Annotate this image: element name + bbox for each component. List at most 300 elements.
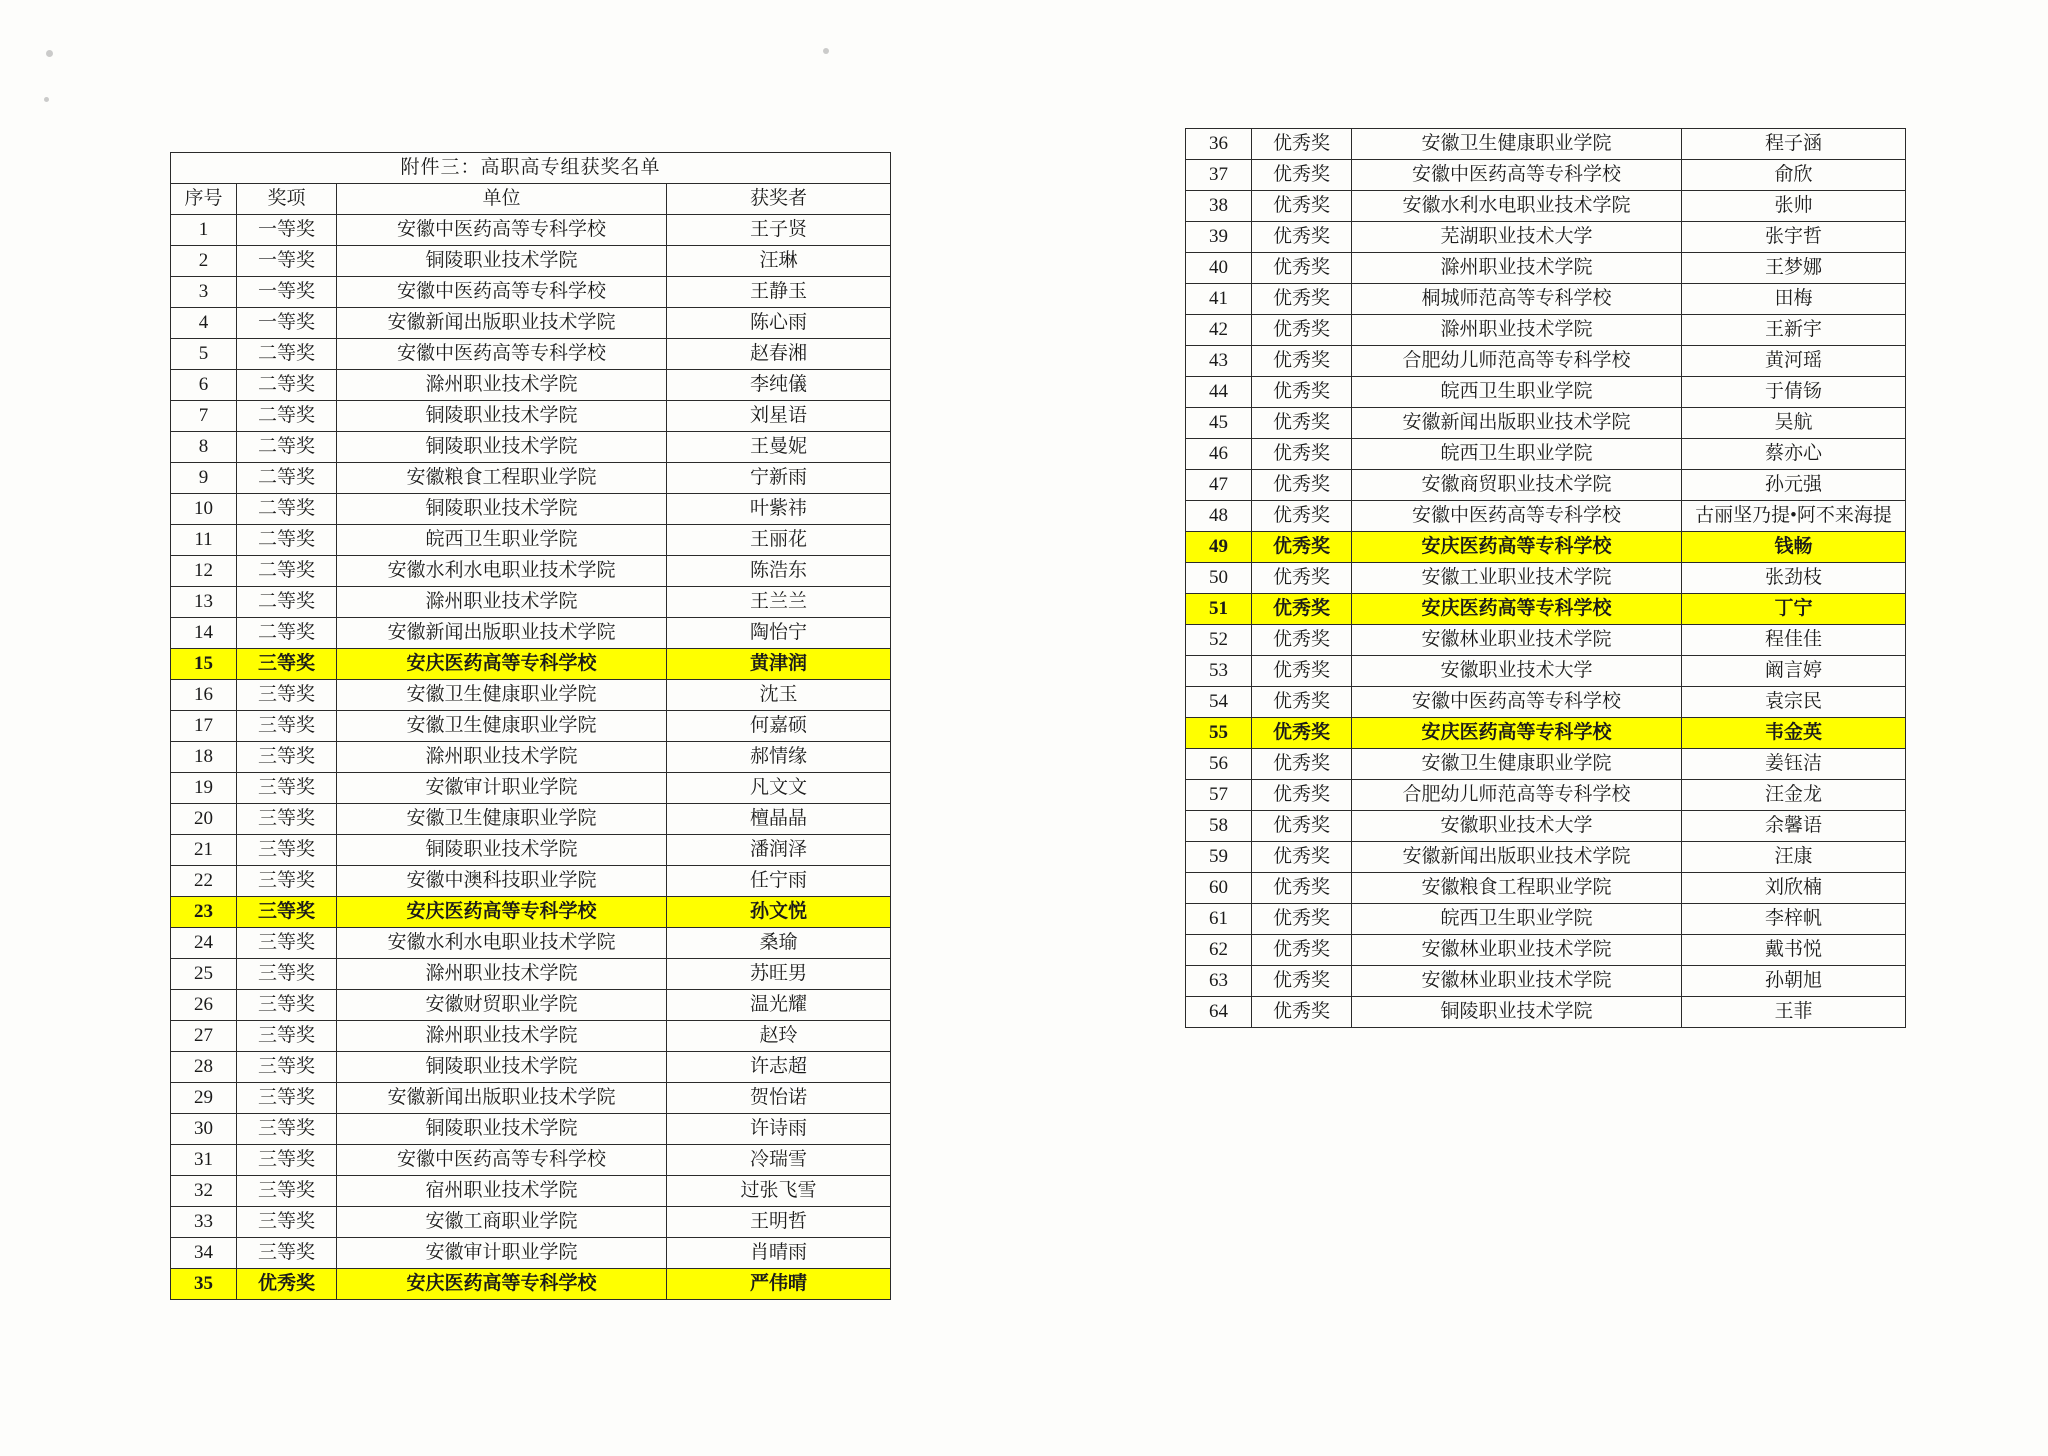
cell-winner-name: 田梅 bbox=[1682, 284, 1906, 315]
cell-prize: 三等奖 bbox=[237, 1176, 337, 1207]
cell-serial-number: 34 bbox=[171, 1238, 237, 1269]
cell-serial-number: 31 bbox=[171, 1145, 237, 1176]
cell-prize: 三等奖 bbox=[237, 1207, 337, 1238]
table-row bbox=[1186, 718, 1906, 749]
cell-winner-name: 李梓帆 bbox=[1682, 904, 1906, 935]
cell-winner-name: 沈玉 bbox=[667, 680, 891, 711]
cell-unit: 桐城师范高等专科学校 bbox=[1352, 284, 1682, 315]
cell-prize: 三等奖 bbox=[237, 928, 337, 959]
cell-unit: 安庆医药高等专科学校 bbox=[337, 649, 667, 680]
cell-prize: 三等奖 bbox=[237, 680, 337, 711]
cell-unit: 皖西卫生职业学院 bbox=[1352, 904, 1682, 935]
cell-unit: 铜陵职业技术学院 bbox=[337, 432, 667, 463]
table-row bbox=[1186, 129, 1906, 160]
cell-serial-number: 43 bbox=[1186, 346, 1252, 377]
cell-winner-name: 潘润泽 bbox=[667, 835, 891, 866]
cell-winner-name: 冷瑞雪 bbox=[667, 1145, 891, 1176]
cell-unit: 合肥幼儿师范高等专科学校 bbox=[1352, 346, 1682, 377]
cell-unit: 铜陵职业技术学院 bbox=[337, 246, 667, 277]
cell-unit: 安徽中医药高等专科学校 bbox=[337, 339, 667, 370]
table-row bbox=[1186, 873, 1906, 904]
cell-winner-name: 王菲 bbox=[1682, 997, 1906, 1028]
cell-unit: 安徽卫生健康职业学院 bbox=[337, 804, 667, 835]
cell-serial-number: 2 bbox=[171, 246, 237, 277]
cell-unit: 安徽新闻出版职业技术学院 bbox=[337, 1083, 667, 1114]
table-row bbox=[171, 1269, 891, 1300]
table-row bbox=[1186, 408, 1906, 439]
cell-prize: 二等奖 bbox=[237, 494, 337, 525]
column-header-unit: 单位 bbox=[337, 184, 667, 215]
cell-serial-number: 20 bbox=[171, 804, 237, 835]
table-row bbox=[1186, 346, 1906, 377]
cell-serial-number: 6 bbox=[171, 370, 237, 401]
awards-table-left bbox=[170, 152, 891, 1300]
cell-prize: 优秀奖 bbox=[1252, 687, 1352, 718]
cell-prize: 优秀奖 bbox=[1252, 129, 1352, 160]
cell-prize: 优秀奖 bbox=[1252, 377, 1352, 408]
cell-prize: 三等奖 bbox=[237, 835, 337, 866]
cell-unit: 安徽工业职业技术学院 bbox=[1352, 563, 1682, 594]
cell-unit: 滁州职业技术学院 bbox=[337, 1021, 667, 1052]
cell-serial-number: 42 bbox=[1186, 315, 1252, 346]
cell-unit: 安徽审计职业学院 bbox=[337, 773, 667, 804]
cell-winner-name: 余馨语 bbox=[1682, 811, 1906, 842]
cell-prize: 一等奖 bbox=[237, 277, 337, 308]
table-row bbox=[171, 1145, 891, 1176]
cell-serial-number: 21 bbox=[171, 835, 237, 866]
cell-serial-number: 41 bbox=[1186, 284, 1252, 315]
table-row bbox=[1186, 284, 1906, 315]
cell-prize: 一等奖 bbox=[237, 246, 337, 277]
scan-speck bbox=[46, 50, 53, 57]
cell-winner-name: 戴书悦 bbox=[1682, 935, 1906, 966]
table-row bbox=[1186, 594, 1906, 625]
cell-unit: 安徽卫生健康职业学院 bbox=[337, 680, 667, 711]
cell-winner-name: 韦金英 bbox=[1682, 718, 1906, 749]
cell-serial-number: 50 bbox=[1186, 563, 1252, 594]
table-row bbox=[171, 1052, 891, 1083]
cell-unit: 安徽中医药高等专科学校 bbox=[337, 277, 667, 308]
cell-serial-number: 44 bbox=[1186, 377, 1252, 408]
cell-winner-name: 苏旺男 bbox=[667, 959, 891, 990]
scan-speck bbox=[44, 97, 49, 102]
cell-unit: 铜陵职业技术学院 bbox=[337, 401, 667, 432]
cell-winner-name: 黄河瑶 bbox=[1682, 346, 1906, 377]
table-row bbox=[1186, 997, 1906, 1028]
cell-unit: 安徽卫生健康职业学院 bbox=[337, 711, 667, 742]
cell-prize: 优秀奖 bbox=[1252, 997, 1352, 1028]
cell-unit: 安徽职业技术大学 bbox=[1352, 811, 1682, 842]
cell-prize: 优秀奖 bbox=[1252, 935, 1352, 966]
cell-winner-name: 桑瑜 bbox=[667, 928, 891, 959]
cell-serial-number: 32 bbox=[171, 1176, 237, 1207]
cell-serial-number: 37 bbox=[1186, 160, 1252, 191]
cell-unit: 安徽中医药高等专科学校 bbox=[1352, 687, 1682, 718]
cell-unit: 安徽卫生健康职业学院 bbox=[1352, 129, 1682, 160]
cell-serial-number: 62 bbox=[1186, 935, 1252, 966]
table-row bbox=[171, 370, 891, 401]
cell-prize: 优秀奖 bbox=[1252, 439, 1352, 470]
cell-prize: 二等奖 bbox=[237, 401, 337, 432]
cell-unit: 安徽卫生健康职业学院 bbox=[1352, 749, 1682, 780]
cell-unit: 皖西卫生职业学院 bbox=[337, 525, 667, 556]
table-row bbox=[1186, 935, 1906, 966]
cell-prize: 优秀奖 bbox=[1252, 718, 1352, 749]
cell-prize: 优秀奖 bbox=[237, 1269, 337, 1300]
cell-winner-name: 汪康 bbox=[1682, 842, 1906, 873]
cell-serial-number: 10 bbox=[171, 494, 237, 525]
table-row bbox=[1186, 811, 1906, 842]
table-row bbox=[171, 1083, 891, 1114]
page-title: 附件三：高职高专组获奖名单 bbox=[171, 153, 891, 184]
cell-prize: 三等奖 bbox=[237, 1083, 337, 1114]
cell-serial-number: 16 bbox=[171, 680, 237, 711]
column-header-no: 序号 bbox=[171, 184, 237, 215]
cell-winner-name: 王新宇 bbox=[1682, 315, 1906, 346]
right-column bbox=[1185, 128, 1900, 1028]
cell-prize: 二等奖 bbox=[237, 618, 337, 649]
cell-prize: 优秀奖 bbox=[1252, 160, 1352, 191]
table-row bbox=[1186, 253, 1906, 284]
cell-serial-number: 1 bbox=[171, 215, 237, 246]
cell-serial-number: 27 bbox=[171, 1021, 237, 1052]
table-row bbox=[171, 246, 891, 277]
cell-serial-number: 48 bbox=[1186, 501, 1252, 532]
cell-winner-name: 丁宁 bbox=[1682, 594, 1906, 625]
cell-serial-number: 47 bbox=[1186, 470, 1252, 501]
cell-unit: 滁州职业技术学院 bbox=[337, 959, 667, 990]
awards-rows-right bbox=[1186, 129, 1906, 1028]
cell-prize: 三等奖 bbox=[237, 1238, 337, 1269]
cell-unit: 滁州职业技术学院 bbox=[337, 370, 667, 401]
cell-prize: 三等奖 bbox=[237, 742, 337, 773]
cell-unit: 安徽中澳科技职业学院 bbox=[337, 866, 667, 897]
cell-winner-name: 姜钰洁 bbox=[1682, 749, 1906, 780]
table-row bbox=[171, 339, 891, 370]
cell-unit: 安徽新闻出版职业技术学院 bbox=[1352, 842, 1682, 873]
cell-winner-name: 严伟晴 bbox=[667, 1269, 891, 1300]
cell-winner-name: 王兰兰 bbox=[667, 587, 891, 618]
cell-winner-name: 吴航 bbox=[1682, 408, 1906, 439]
cell-winner-name: 陶怡宁 bbox=[667, 618, 891, 649]
table-row bbox=[1186, 532, 1906, 563]
cell-winner-name: 张劲枝 bbox=[1682, 563, 1906, 594]
cell-serial-number: 52 bbox=[1186, 625, 1252, 656]
cell-serial-number: 38 bbox=[1186, 191, 1252, 222]
cell-winner-name: 陈浩东 bbox=[667, 556, 891, 587]
cell-serial-number: 61 bbox=[1186, 904, 1252, 935]
table-row bbox=[1186, 625, 1906, 656]
cell-serial-number: 5 bbox=[171, 339, 237, 370]
cell-prize: 优秀奖 bbox=[1252, 222, 1352, 253]
table-row bbox=[1186, 160, 1906, 191]
cell-prize: 三等奖 bbox=[237, 866, 337, 897]
cell-unit: 铜陵职业技术学院 bbox=[337, 1052, 667, 1083]
cell-prize: 优秀奖 bbox=[1252, 563, 1352, 594]
cell-unit: 皖西卫生职业学院 bbox=[1352, 439, 1682, 470]
cell-serial-number: 24 bbox=[171, 928, 237, 959]
cell-prize: 二等奖 bbox=[237, 463, 337, 494]
cell-winner-name: 过张飞雪 bbox=[667, 1176, 891, 1207]
cell-prize: 三等奖 bbox=[237, 959, 337, 990]
cell-prize: 优秀奖 bbox=[1252, 532, 1352, 563]
cell-winner-name: 俞欣 bbox=[1682, 160, 1906, 191]
cell-winner-name: 任宁雨 bbox=[667, 866, 891, 897]
table-row bbox=[1186, 377, 1906, 408]
table-row bbox=[171, 773, 891, 804]
table-row bbox=[1186, 904, 1906, 935]
table-row bbox=[171, 463, 891, 494]
cell-unit: 铜陵职业技术学院 bbox=[337, 1114, 667, 1145]
cell-serial-number: 26 bbox=[171, 990, 237, 1021]
awards-table-right bbox=[1185, 128, 1906, 1028]
table-row bbox=[171, 1021, 891, 1052]
cell-winner-name: 程佳佳 bbox=[1682, 625, 1906, 656]
cell-winner-name: 古丽坚乃提•阿不来海提 bbox=[1682, 501, 1906, 532]
cell-winner-name: 蔡亦心 bbox=[1682, 439, 1906, 470]
cell-unit: 安徽新闻出版职业技术学院 bbox=[337, 308, 667, 339]
cell-unit: 安徽中医药高等专科学校 bbox=[1352, 160, 1682, 191]
cell-prize: 三等奖 bbox=[237, 1145, 337, 1176]
cell-winner-name: 李纯儀 bbox=[667, 370, 891, 401]
cell-unit: 滁州职业技术学院 bbox=[1352, 315, 1682, 346]
cell-unit: 皖西卫生职业学院 bbox=[1352, 377, 1682, 408]
cell-winner-name: 何嘉硕 bbox=[667, 711, 891, 742]
cell-serial-number: 25 bbox=[171, 959, 237, 990]
cell-serial-number: 18 bbox=[171, 742, 237, 773]
cell-prize: 二等奖 bbox=[237, 370, 337, 401]
table-row bbox=[171, 1176, 891, 1207]
cell-prize: 优秀奖 bbox=[1252, 656, 1352, 687]
cell-serial-number: 35 bbox=[171, 1269, 237, 1300]
table-row bbox=[171, 866, 891, 897]
cell-serial-number: 30 bbox=[171, 1114, 237, 1145]
document-title-row bbox=[171, 153, 891, 184]
cell-unit: 安徽水利水电职业技术学院 bbox=[1352, 191, 1682, 222]
cell-prize: 优秀奖 bbox=[1252, 470, 1352, 501]
cell-prize: 优秀奖 bbox=[1252, 191, 1352, 222]
cell-prize: 优秀奖 bbox=[1252, 780, 1352, 811]
cell-winner-name: 王静玉 bbox=[667, 277, 891, 308]
cell-prize: 三等奖 bbox=[237, 804, 337, 835]
cell-unit: 安徽财贸职业学院 bbox=[337, 990, 667, 1021]
cell-winner-name: 凡文文 bbox=[667, 773, 891, 804]
cell-prize: 三等奖 bbox=[237, 1021, 337, 1052]
cell-unit: 芜湖职业技术大学 bbox=[1352, 222, 1682, 253]
cell-serial-number: 22 bbox=[171, 866, 237, 897]
cell-unit: 滁州职业技术学院 bbox=[1352, 253, 1682, 284]
cell-serial-number: 28 bbox=[171, 1052, 237, 1083]
cell-serial-number: 63 bbox=[1186, 966, 1252, 997]
cell-serial-number: 9 bbox=[171, 463, 237, 494]
cell-unit: 安庆医药高等专科学校 bbox=[337, 897, 667, 928]
table-row bbox=[1186, 966, 1906, 997]
cell-winner-name: 王明哲 bbox=[667, 1207, 891, 1238]
cell-winner-name: 温光耀 bbox=[667, 990, 891, 1021]
table-row bbox=[171, 1238, 891, 1269]
cell-prize: 优秀奖 bbox=[1252, 625, 1352, 656]
cell-serial-number: 57 bbox=[1186, 780, 1252, 811]
cell-unit: 滁州职业技术学院 bbox=[337, 742, 667, 773]
cell-winner-name: 张帅 bbox=[1682, 191, 1906, 222]
cell-serial-number: 40 bbox=[1186, 253, 1252, 284]
cell-serial-number: 60 bbox=[1186, 873, 1252, 904]
cell-prize: 优秀奖 bbox=[1252, 811, 1352, 842]
table-row bbox=[171, 525, 891, 556]
table-row bbox=[171, 308, 891, 339]
cell-serial-number: 51 bbox=[1186, 594, 1252, 625]
cell-serial-number: 33 bbox=[171, 1207, 237, 1238]
cell-winner-name: 阚言婷 bbox=[1682, 656, 1906, 687]
cell-unit: 安徽职业技术大学 bbox=[1352, 656, 1682, 687]
cell-winner-name: 张宇哲 bbox=[1682, 222, 1906, 253]
cell-serial-number: 53 bbox=[1186, 656, 1252, 687]
cell-serial-number: 45 bbox=[1186, 408, 1252, 439]
cell-serial-number: 64 bbox=[1186, 997, 1252, 1028]
cell-serial-number: 8 bbox=[171, 432, 237, 463]
cell-serial-number: 29 bbox=[171, 1083, 237, 1114]
cell-serial-number: 4 bbox=[171, 308, 237, 339]
table-header-row bbox=[171, 184, 891, 215]
cell-unit: 滁州职业技术学院 bbox=[337, 587, 667, 618]
cell-serial-number: 3 bbox=[171, 277, 237, 308]
table-row bbox=[171, 959, 891, 990]
cell-unit: 铜陵职业技术学院 bbox=[337, 494, 667, 525]
table-row bbox=[171, 556, 891, 587]
cell-unit: 铜陵职业技术学院 bbox=[1352, 997, 1682, 1028]
table-row bbox=[1186, 563, 1906, 594]
table-row bbox=[171, 990, 891, 1021]
cell-winner-name: 于倩钖 bbox=[1682, 377, 1906, 408]
table-row bbox=[171, 804, 891, 835]
cell-winner-name: 钱畅 bbox=[1682, 532, 1906, 563]
table-row bbox=[171, 742, 891, 773]
cell-prize: 优秀奖 bbox=[1252, 594, 1352, 625]
cell-unit: 安庆医药高等专科学校 bbox=[1352, 718, 1682, 749]
table-row bbox=[171, 1114, 891, 1145]
cell-winner-name: 肖晴雨 bbox=[667, 1238, 891, 1269]
cell-prize: 三等奖 bbox=[237, 649, 337, 680]
cell-serial-number: 15 bbox=[171, 649, 237, 680]
cell-unit: 安徽水利水电职业技术学院 bbox=[337, 556, 667, 587]
cell-prize: 二等奖 bbox=[237, 556, 337, 587]
cell-winner-name: 刘欣楠 bbox=[1682, 873, 1906, 904]
cell-serial-number: 36 bbox=[1186, 129, 1252, 160]
table-row bbox=[171, 494, 891, 525]
table-row bbox=[1186, 656, 1906, 687]
cell-prize: 一等奖 bbox=[237, 308, 337, 339]
cell-prize: 三等奖 bbox=[237, 897, 337, 928]
cell-unit: 安庆医药高等专科学校 bbox=[1352, 594, 1682, 625]
cell-unit: 铜陵职业技术学院 bbox=[337, 835, 667, 866]
cell-prize: 优秀奖 bbox=[1252, 904, 1352, 935]
table-row bbox=[171, 680, 891, 711]
column-header-prize: 奖项 bbox=[237, 184, 337, 215]
cell-unit: 安庆医药高等专科学校 bbox=[1352, 532, 1682, 563]
cell-serial-number: 13 bbox=[171, 587, 237, 618]
table-row bbox=[171, 587, 891, 618]
cell-serial-number: 12 bbox=[171, 556, 237, 587]
table-row bbox=[171, 432, 891, 463]
cell-serial-number: 17 bbox=[171, 711, 237, 742]
cell-unit: 安徽中医药高等专科学校 bbox=[337, 1145, 667, 1176]
cell-winner-name: 黄津润 bbox=[667, 649, 891, 680]
cell-prize: 优秀奖 bbox=[1252, 749, 1352, 780]
table-row bbox=[1186, 222, 1906, 253]
cell-winner-name: 孙元强 bbox=[1682, 470, 1906, 501]
cell-serial-number: 56 bbox=[1186, 749, 1252, 780]
cell-prize: 三等奖 bbox=[237, 990, 337, 1021]
cell-serial-number: 46 bbox=[1186, 439, 1252, 470]
cell-unit: 安徽中医药高等专科学校 bbox=[1352, 501, 1682, 532]
cell-prize: 三等奖 bbox=[237, 773, 337, 804]
cell-serial-number: 55 bbox=[1186, 718, 1252, 749]
table-row bbox=[1186, 749, 1906, 780]
table-row bbox=[171, 277, 891, 308]
cell-serial-number: 19 bbox=[171, 773, 237, 804]
table-row bbox=[1186, 780, 1906, 811]
table-row bbox=[1186, 315, 1906, 346]
cell-prize: 三等奖 bbox=[237, 711, 337, 742]
cell-unit: 安庆医药高等专科学校 bbox=[337, 1269, 667, 1300]
table-row bbox=[171, 618, 891, 649]
awards-rows-left bbox=[171, 215, 891, 1300]
table-row bbox=[171, 1207, 891, 1238]
cell-unit: 安徽工商职业学院 bbox=[337, 1207, 667, 1238]
cell-serial-number: 54 bbox=[1186, 687, 1252, 718]
cell-winner-name: 叶紫祎 bbox=[667, 494, 891, 525]
cell-winner-name: 汪琳 bbox=[667, 246, 891, 277]
cell-winner-name: 孙朝旭 bbox=[1682, 966, 1906, 997]
cell-winner-name: 许诗雨 bbox=[667, 1114, 891, 1145]
cell-winner-name: 程子涵 bbox=[1682, 129, 1906, 160]
cell-prize: 优秀奖 bbox=[1252, 315, 1352, 346]
cell-unit: 安徽中医药高等专科学校 bbox=[337, 215, 667, 246]
cell-serial-number: 14 bbox=[171, 618, 237, 649]
cell-prize: 优秀奖 bbox=[1252, 873, 1352, 904]
cell-prize: 三等奖 bbox=[237, 1052, 337, 1083]
table-row bbox=[171, 897, 891, 928]
table-row bbox=[1186, 191, 1906, 222]
cell-winner-name: 贺怡诺 bbox=[667, 1083, 891, 1114]
table-row bbox=[171, 215, 891, 246]
cell-prize: 优秀奖 bbox=[1252, 842, 1352, 873]
table-row bbox=[1186, 501, 1906, 532]
table-row bbox=[1186, 470, 1906, 501]
cell-serial-number: 49 bbox=[1186, 532, 1252, 563]
cell-prize: 二等奖 bbox=[237, 432, 337, 463]
cell-unit: 安徽审计职业学院 bbox=[337, 1238, 667, 1269]
cell-unit: 安徽新闻出版职业技术学院 bbox=[337, 618, 667, 649]
cell-prize: 二等奖 bbox=[237, 339, 337, 370]
table-row bbox=[1186, 687, 1906, 718]
cell-winner-name: 檀晶晶 bbox=[667, 804, 891, 835]
cell-unit: 合肥幼儿师范高等专科学校 bbox=[1352, 780, 1682, 811]
cell-serial-number: 59 bbox=[1186, 842, 1252, 873]
cell-winner-name: 许志超 bbox=[667, 1052, 891, 1083]
cell-serial-number: 23 bbox=[171, 897, 237, 928]
cell-winner-name: 王曼妮 bbox=[667, 432, 891, 463]
cell-prize: 优秀奖 bbox=[1252, 284, 1352, 315]
cell-prize: 一等奖 bbox=[237, 215, 337, 246]
cell-winner-name: 王丽花 bbox=[667, 525, 891, 556]
cell-prize: 三等奖 bbox=[237, 1114, 337, 1145]
table-row bbox=[171, 928, 891, 959]
scan-speck bbox=[823, 48, 829, 54]
cell-winner-name: 王梦娜 bbox=[1682, 253, 1906, 284]
cell-winner-name: 陈心雨 bbox=[667, 308, 891, 339]
table-row bbox=[171, 711, 891, 742]
